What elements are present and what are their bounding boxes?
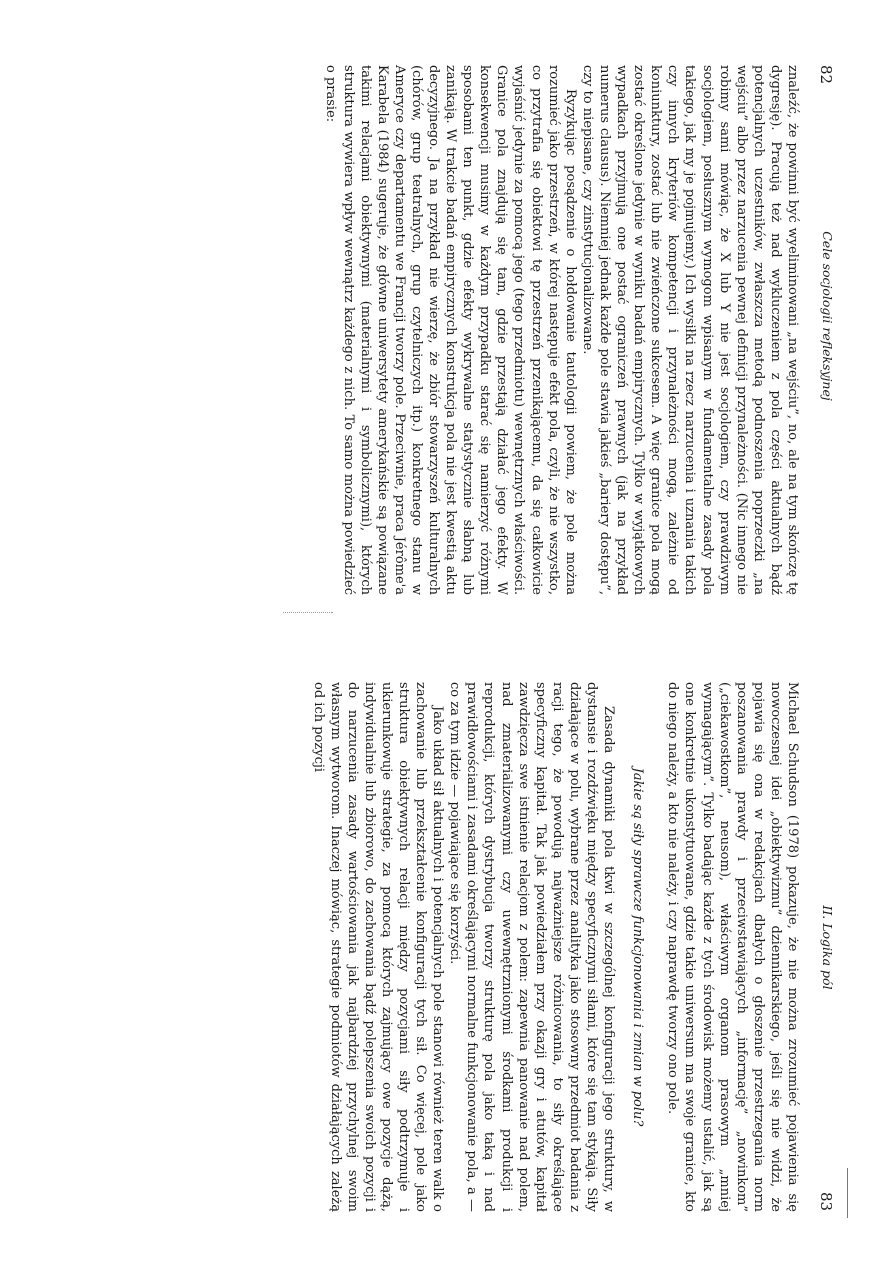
paragraph: Zasada dynamiki pola tkwi w szczególnej konfiguracji jego struktury, w dystansie i rozdźwięku między specyficznymi siłami, które się tam stykają. Siły działające w polu, wybrane przez analityka jako stosowny przedmiot badania z racji tego, że powodują najważniejsze różnicowania, to siły określające specyficzny kapitał. Tak jak powiedziałem przy okazji gry i atutów, kapitał zawdzięcza swe istnienie relacjom z polem: zapewnia panowanie nad polem, nad zmaterializowanymi czy uwewnętrznionymi środkami produkcji i reprodukcji, których dystrybucja tworzy strukturę pola jako taką i nad prawidłowościami i zasadami określającymi normalne funkcjonowanie pola, a — co za tym idzie — pojawiające się korzyści. (447, 682, 617, 1212)
page-number-right: 83 (817, 1192, 835, 1212)
left-page-body (322, 65, 801, 595)
right-page-body (309, 682, 801, 1212)
running-head-left: Cele socjologii refleksyjnej (820, 231, 835, 401)
section-subheading: Jakie są siły sprawcze funkcjonowania i zmian w polu? (630, 767, 646, 1127)
paragraph: Michael Schudson (1978) pokazuje, że nie można zrozumieć pojawienia się nowoczesnej idei „obiektywizmu” dziennikarskiego, jeśli się nie widzi, że pojawia się ona w redakcjach dbałych o głoszenie przestrzegania norm poszanowania prawdy i przeciwstawiających „informację” „nowinkom” („ciekawostkom”, neusom), właściwym organom prasowym „mniej wymagającym”. Tylko badając każde z tych środowisk możemy ustalić, jak są one konkretnie ukonstytuowane, gdzie takie uniwersum ma swoje granice, kto do niego należy, a kto nie należy, i czy naprawdę tworzy ono pole. (665, 682, 800, 1212)
scan-mark (847, 1168, 848, 1218)
paragraph: znaleźć, że powinni być wyeliminowani „na wejściu”, no, ale na tym skończę tę dygresję). Pracują też nad wykluczeniem z pola części aktualnych bądź potencjalnych uczestników, zwłaszcza metodą podnoszenia poprzeczki „na wejściu” albo przez narzucenia pewnej definicji przynależności. (Nic innego nie robimy sami mówiąc, że X lub Y nie jest socjologiem, czy prawdziwym socjologiem, posłusznym wymogom wpisanym w fundamentalne zasady pola takiego, jak my je pojmujemy.) Ich wysiłki na rzecz narzucenia i uznania takich czy innych kryteriów kompetencji i przynależności mogą, zależnie od koniunktury, zostać lub nie zwieńczone sukcesem. A więc granice pola mogą zostać określone jedynie w wyniku badań empirycznych. Tylko w wyjątkowych wypadkach przyjmują one postać ograniczeń prawnych (jak na przykład numerus clausus). Niemniej jednak każde pole stawia jakieś „bariery dostępu”, czy to niepisane, czy zinstytucjonalizowane. (579, 65, 800, 595)
paragraph: Jako układ sił aktualnych i potencjalnych pole stanowi również teren walk o zachowanie lub przekształcenie konfiguracji tych sił. Co więcej, pole jako struktura obiektywnych relacji między pozycjami siły podtrzymuje i ukierunkowuje strategie, za pomocą których zajmujący owe pozycje dążą, indywidualnie lub zbiorowo, do zachowania bądź polepszenia swoich pozycji i do narzucenia zasady wartościowania jak najbardziej przychylnej swoim własnym wytworom. Inaczej mówiąc, strategie podmiotów działających zależą od ich pozycji (310, 682, 446, 1212)
page-number-left: 82 (817, 65, 835, 85)
right-page (0, 632, 893, 1263)
running-head-right: II. Logika pól (820, 905, 835, 990)
gutter-mark (283, 612, 333, 619)
paragraph: Ryzykując posądzenie o hołdowanie tautologii powiem, że pole można rozumieć jako przestrzeń, w której następuje efekt pola, czyli, że nie wszystko, co przytrafia się obiektowi tę przestrzeń przenikającemu, da się całkowicie wyjaśnić jedynie za pomocą jego (tego przedmiotu) wewnętrznych właściwości. Granice pola znajdują się tam, gdzie przestają działać jego efekty. W konsekwencji musimy w każdym przypadku starać się namierzyć różnymi sposobami ten punkt, gdzie efekty wykrywalne statystycznie słabną lub zanikają. W trakcie badań empirycznych konstrukcja pola nie jest kwestią aktu decyzyjnego. Ja na przykład nie wierzę, że zbiór stowarzyszeń kulturalnych (chórów, grup teatralnych, grup czytelniczych itp.) konkretnego stanu w Ameryce czy departamentu we Francji tworzy pole. Przeciwnie, praca Jérôme'a Karabela (1984) sugeruje, że główne uniwersytety amerykańskie są powiązane takimi relacjami obiektywnymi (materialnymi i symbolicznymi), których struktura wywiera wpływ wewnątrz każdego z nich. To samo można powiedzieć o prasie: (323, 65, 578, 595)
